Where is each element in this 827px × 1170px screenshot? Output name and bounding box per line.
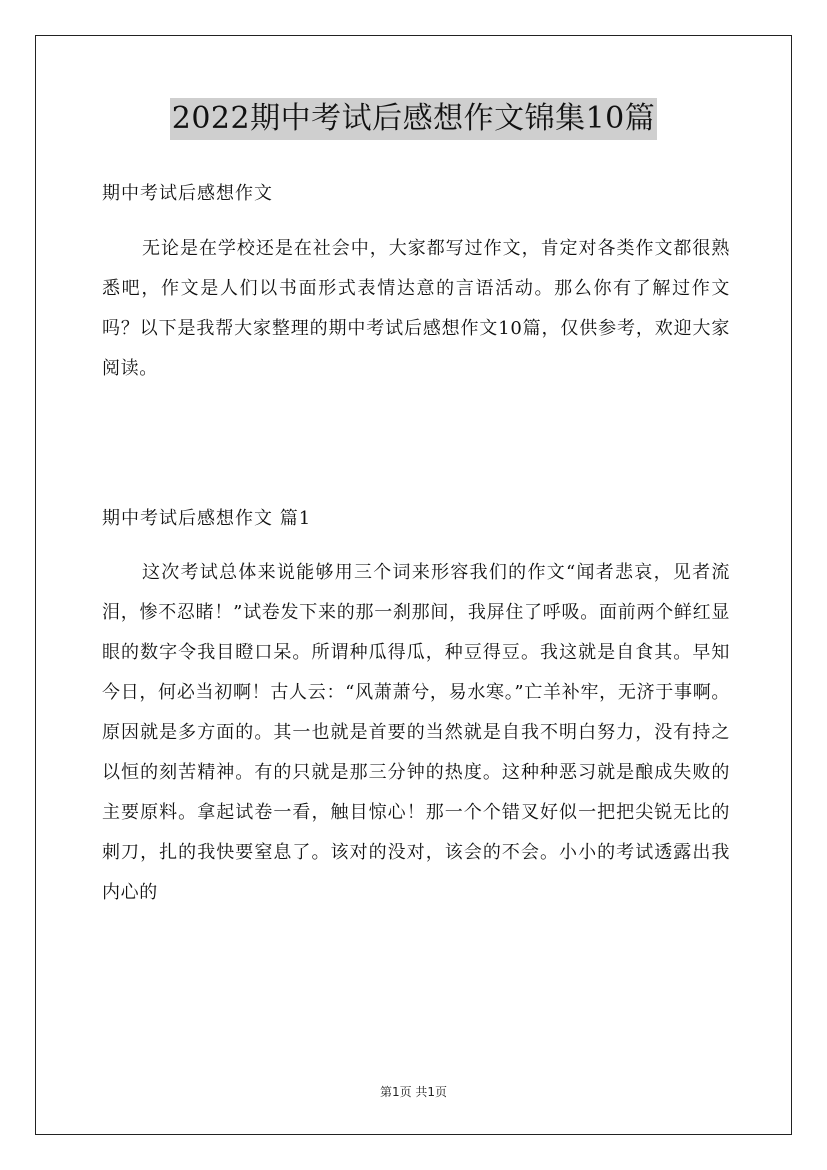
title-container [0, 98, 827, 140]
document-title: 2022期中考试后感想作文锦集10篇 [170, 98, 658, 140]
intro-heading: 期中考试后感想作文 [102, 183, 273, 204]
section-1-paragraph: 这次考试总体来说能够用三个词来形容我们的作文“闻者悲哀，见者流泪，惨不忍睹！”试卷发下来的那一刹那间，我屏住了呼吸。面前两个鲜红显眼的数字令我目瞪口呆。所谓种瓜得瓜，种豆得豆。我这就是自食其。早知今日，何必当初啊！古人云：“风萧萧兮，易水寒。”亡羊补牢，无济于事啊。原因就是多方面的。其一也就是首要的当然就是自我不明白努力，没有持之以恒的刻苦精神。有的只就是那三分钟的热度。这种种恶习就是酿成失败的主要原料。拿起试卷一看，触目惊心！那一个个错叉好似一把把尖锐无比的刺刀，扎的我快要窒息了。该对的没对，该会的不会。小小的考试透露出我内心的 [102, 562, 730, 903]
intro-paragraph: 无论是在学校还是在社会中，大家都写过作文，肯定对各类作文都很熟悉吧，作文是人们以书面形式表情达意的言语活动。那么你有了解过作文吗？以下是我帮大家整理的期中考试后感想作文10篇，仅供参考，欢迎大家阅读。 [102, 238, 730, 379]
section-1-heading: 期中考试后感想作文 篇1 [102, 508, 312, 529]
page-footer: 第1页 共1页 [379, 1085, 448, 1099]
